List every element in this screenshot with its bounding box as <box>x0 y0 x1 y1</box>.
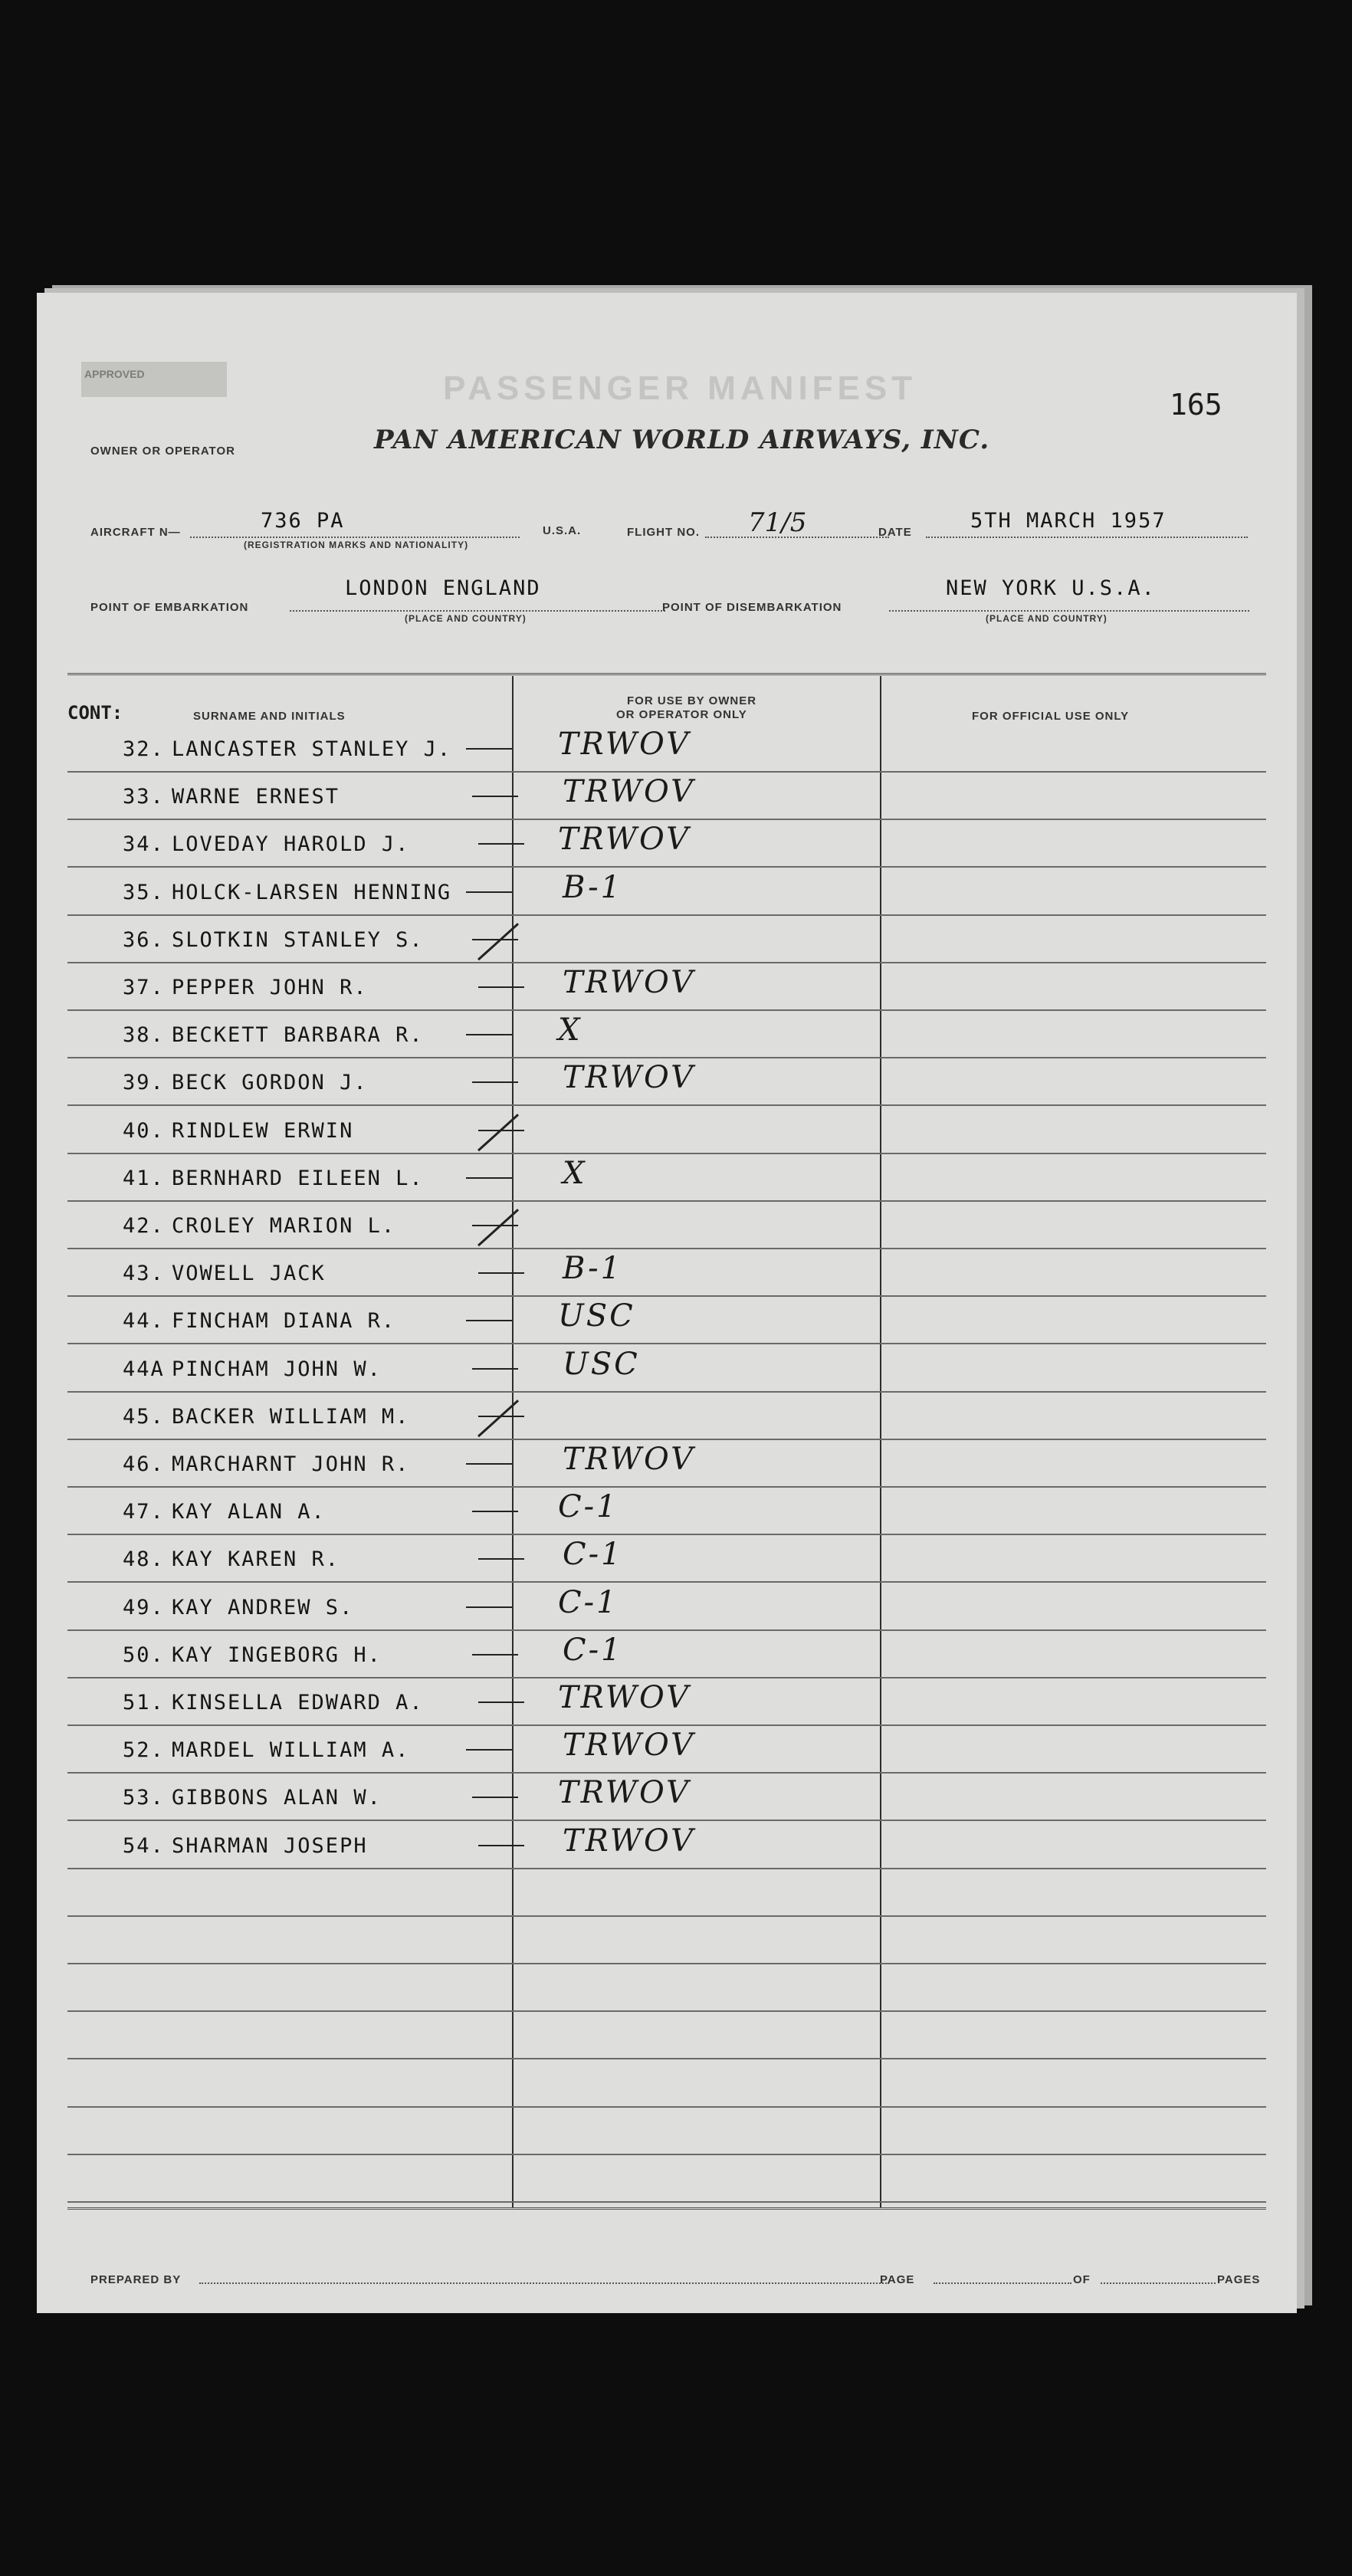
aircraft-value: 736 PA <box>261 509 345 533</box>
passenger-name: BECK GORDON J. <box>172 1071 368 1094</box>
handwritten-note: USC <box>563 1347 640 1382</box>
handwritten-note: USC <box>558 1298 635 1334</box>
passenger-name: LOVEDAY HAROLD J. <box>172 832 410 856</box>
date-label: DATE <box>878 526 912 539</box>
row-rule <box>67 1915 1266 1917</box>
owner-label: OWNER OR OPERATOR <box>90 445 235 458</box>
row-rule <box>67 1486 1266 1488</box>
tick-mark <box>478 986 524 988</box>
tick-mark <box>472 1654 518 1656</box>
tick-mark <box>466 1463 512 1465</box>
column-divider-1 <box>512 676 514 2207</box>
passenger-number: 41. <box>123 1167 165 1190</box>
passenger-name: KAY ANDREW S. <box>172 1596 354 1619</box>
page-underline <box>934 2282 1071 2284</box>
embarkation-caption: (PLACE AND COUNTRY) <box>405 613 527 624</box>
embarkation-underline <box>290 610 665 612</box>
handwritten-note: C-1 <box>563 1633 623 1668</box>
row-rule <box>67 1009 1266 1011</box>
row-rule <box>67 962 1266 963</box>
row-rule <box>67 1391 1266 1393</box>
row-rule <box>67 1724 1266 1726</box>
passenger-number: 45. <box>123 1405 165 1429</box>
passenger-name: SHARMAN JOSEPH <box>172 1834 368 1858</box>
tick-mark <box>472 796 518 797</box>
row-rule <box>67 2154 1266 2155</box>
passenger-name: KAY ALAN A. <box>172 1500 326 1524</box>
registration-caption: (REGISTRATION MARKS AND NATIONALITY) <box>244 540 469 550</box>
passenger-number: 47. <box>123 1500 165 1524</box>
handwritten-note: X <box>563 1156 587 1191</box>
row-rule <box>67 2106 1266 2108</box>
tick-mark <box>466 1320 512 1321</box>
passenger-name: VOWELL JACK <box>172 1262 326 1285</box>
tick-mark <box>466 1034 512 1035</box>
handwritten-note: TRWOV <box>563 1060 696 1095</box>
tick-mark <box>472 1797 518 1798</box>
official-use-header: FOR OFFICIAL USE ONLY <box>972 710 1130 723</box>
passenger-number: 54. <box>123 1834 165 1858</box>
passenger-number: 33. <box>123 785 165 809</box>
surname-header: SURNAME AND INITIALS <box>193 710 346 723</box>
passenger-number: 42. <box>123 1214 165 1238</box>
row-rule <box>67 1534 1266 1535</box>
passenger-number: 37. <box>123 976 165 999</box>
tick-mark <box>466 1177 512 1179</box>
handwritten-note: B-1 <box>563 1251 623 1286</box>
tick-mark <box>472 1225 518 1226</box>
aircraft-underline <box>190 537 520 538</box>
passenger-name: HOLCK-LARSEN HENNING <box>172 881 452 904</box>
handwritten-note: TRWOV <box>558 727 691 762</box>
passenger-name: KAY KAREN R. <box>172 1547 340 1571</box>
embarkation-value: LONDON ENGLAND <box>345 576 541 600</box>
tick-mark <box>472 1511 518 1512</box>
of-underline <box>1101 2282 1216 2284</box>
passenger-number: 38. <box>123 1023 165 1047</box>
row-rule <box>67 2201 1266 2203</box>
passenger-name: FINCHAM DIANA R. <box>172 1309 396 1333</box>
disembarkation-caption: (PLACE AND COUNTRY) <box>986 613 1108 624</box>
row-rule <box>67 1057 1266 1058</box>
date-underline <box>926 537 1248 538</box>
passenger-name: WARNE ERNEST <box>172 785 340 809</box>
stamp-text: APPROVED <box>84 368 145 380</box>
passenger-number: 48. <box>123 1547 165 1571</box>
passenger-name: MARCHARNT JOHN R. <box>172 1452 410 1476</box>
row-rule <box>67 1248 1266 1249</box>
owner-use-header-2: OR OPERATOR ONLY <box>616 708 747 721</box>
tick-mark <box>478 1701 524 1703</box>
tick-mark <box>478 1845 524 1846</box>
table-top-rule <box>67 673 1266 678</box>
embarkation-label: POINT OF EMBARKATION <box>90 601 249 614</box>
pages-label: PAGES <box>1217 2273 1261 2286</box>
handwritten-note: TRWOV <box>563 774 696 809</box>
passenger-name: GIBBONS ALAN W. <box>172 1786 382 1810</box>
flight-label: FLIGHT NO. <box>627 526 700 539</box>
row-rule <box>67 1200 1266 1202</box>
handwritten-note: TRWOV <box>563 1442 696 1477</box>
passenger-name: PINCHAM JOHN W. <box>172 1357 382 1381</box>
passenger-number: 35. <box>123 881 165 904</box>
passenger-name: KAY INGEBORG H. <box>172 1643 382 1667</box>
of-label: OF <box>1073 2273 1091 2286</box>
passenger-name: SLOTKIN STANLEY S. <box>172 928 424 952</box>
disembarkation-label: POINT OF DISEMBARKATION <box>662 601 842 614</box>
country-label: U.S.A. <box>543 524 582 537</box>
handwritten-note: TRWOV <box>563 1728 696 1763</box>
prepared-label: PREPARED BY <box>90 2273 182 2286</box>
row-rule <box>67 1868 1266 1869</box>
passenger-name: RINDLEW ERWIN <box>172 1119 354 1143</box>
row-rule <box>67 819 1266 820</box>
row-rule <box>67 914 1266 916</box>
row-rule <box>67 1963 1266 1964</box>
page-label: PAGE <box>880 2273 915 2286</box>
handwritten-note: TRWOV <box>558 1680 691 1715</box>
passenger-name: BERNHARD EILEEN L. <box>172 1167 424 1190</box>
handwritten-note: TRWOV <box>563 965 696 1000</box>
row-rule <box>67 1153 1266 1154</box>
flight-value: 71/5 <box>748 507 807 538</box>
passenger-number: 40. <box>123 1119 165 1143</box>
row-rule <box>67 1629 1266 1631</box>
row-rule <box>67 1820 1266 1821</box>
passenger-number: 51. <box>123 1691 165 1715</box>
passenger-number: 49. <box>123 1596 165 1619</box>
aircraft-label: AIRCRAFT N— <box>90 526 181 539</box>
passenger-number: 34. <box>123 832 165 856</box>
passenger-number: 36. <box>123 928 165 952</box>
prepared-underline <box>199 2282 889 2284</box>
passenger-number: 43. <box>123 1262 165 1285</box>
tick-mark <box>478 1558 524 1560</box>
table-bottom-rule <box>67 2207 1266 2212</box>
handwritten-note: TRWOV <box>558 1775 691 1810</box>
row-rule <box>67 866 1266 868</box>
row-rule <box>67 1343 1266 1344</box>
tick-mark <box>478 843 524 845</box>
owner-use-header-1: FOR USE BY OWNER <box>627 694 757 707</box>
passenger-number: 32. <box>123 737 165 761</box>
passenger-number: 50. <box>123 1643 165 1667</box>
passenger-name: BACKER WILLIAM M. <box>172 1405 410 1429</box>
tick-mark <box>466 891 512 893</box>
handwritten-note: C-1 <box>563 1537 623 1572</box>
row-rule <box>67 771 1266 773</box>
row-rule <box>67 1104 1266 1106</box>
passenger-number: 44. <box>123 1309 165 1333</box>
column-divider-2 <box>880 676 881 2207</box>
passenger-number: 53. <box>123 1786 165 1810</box>
row-rule <box>67 1772 1266 1774</box>
handwritten-note: C-1 <box>558 1585 619 1620</box>
tick-mark <box>466 748 512 750</box>
row-rule <box>67 1677 1266 1679</box>
passenger-name: KINSELLA EDWARD A. <box>172 1691 424 1715</box>
date-value: 5TH MARCH 1957 <box>970 509 1167 533</box>
tick-mark <box>472 1081 518 1083</box>
tick-mark <box>466 1606 512 1608</box>
faint-title: PASSENGER MANIFEST <box>443 369 917 407</box>
tick-mark <box>466 1749 512 1751</box>
passenger-number: 46. <box>123 1452 165 1476</box>
passenger-name: MARDEL WILLIAM A. <box>172 1738 410 1762</box>
row-rule <box>67 2010 1266 2012</box>
manifest-sheet <box>37 293 1297 2313</box>
handwritten-note: TRWOV <box>558 822 691 857</box>
tick-mark <box>472 1368 518 1370</box>
handwritten-note: B-1 <box>563 870 623 905</box>
tick-mark <box>478 1272 524 1274</box>
passenger-name: CROLEY MARION L. <box>172 1214 396 1238</box>
row-rule <box>67 1439 1266 1440</box>
passenger-name: LANCASTER STANLEY J. <box>172 737 452 761</box>
passenger-name: BECKETT BARBARA R. <box>172 1023 424 1047</box>
owner-value: PAN AMERICAN WORLD AIRWAYS, INC. <box>374 425 990 455</box>
page-number: 165 <box>1170 388 1222 422</box>
row-rule <box>67 1295 1266 1297</box>
passenger-number: 52. <box>123 1738 165 1762</box>
passenger-name: PEPPER JOHN R. <box>172 976 368 999</box>
handwritten-note: X <box>558 1012 582 1048</box>
handwritten-note: TRWOV <box>563 1823 696 1859</box>
row-rule <box>67 2058 1266 2059</box>
disembarkation-value: NEW YORK U.S.A. <box>946 576 1156 600</box>
tick-mark <box>472 939 518 940</box>
disembarkation-underline <box>889 610 1249 612</box>
row-rule <box>67 1581 1266 1583</box>
handwritten-note: C-1 <box>558 1489 619 1524</box>
passenger-number: 44A <box>123 1357 165 1381</box>
passenger-number: 39. <box>123 1071 165 1094</box>
cont-label: CONT: <box>67 702 123 724</box>
